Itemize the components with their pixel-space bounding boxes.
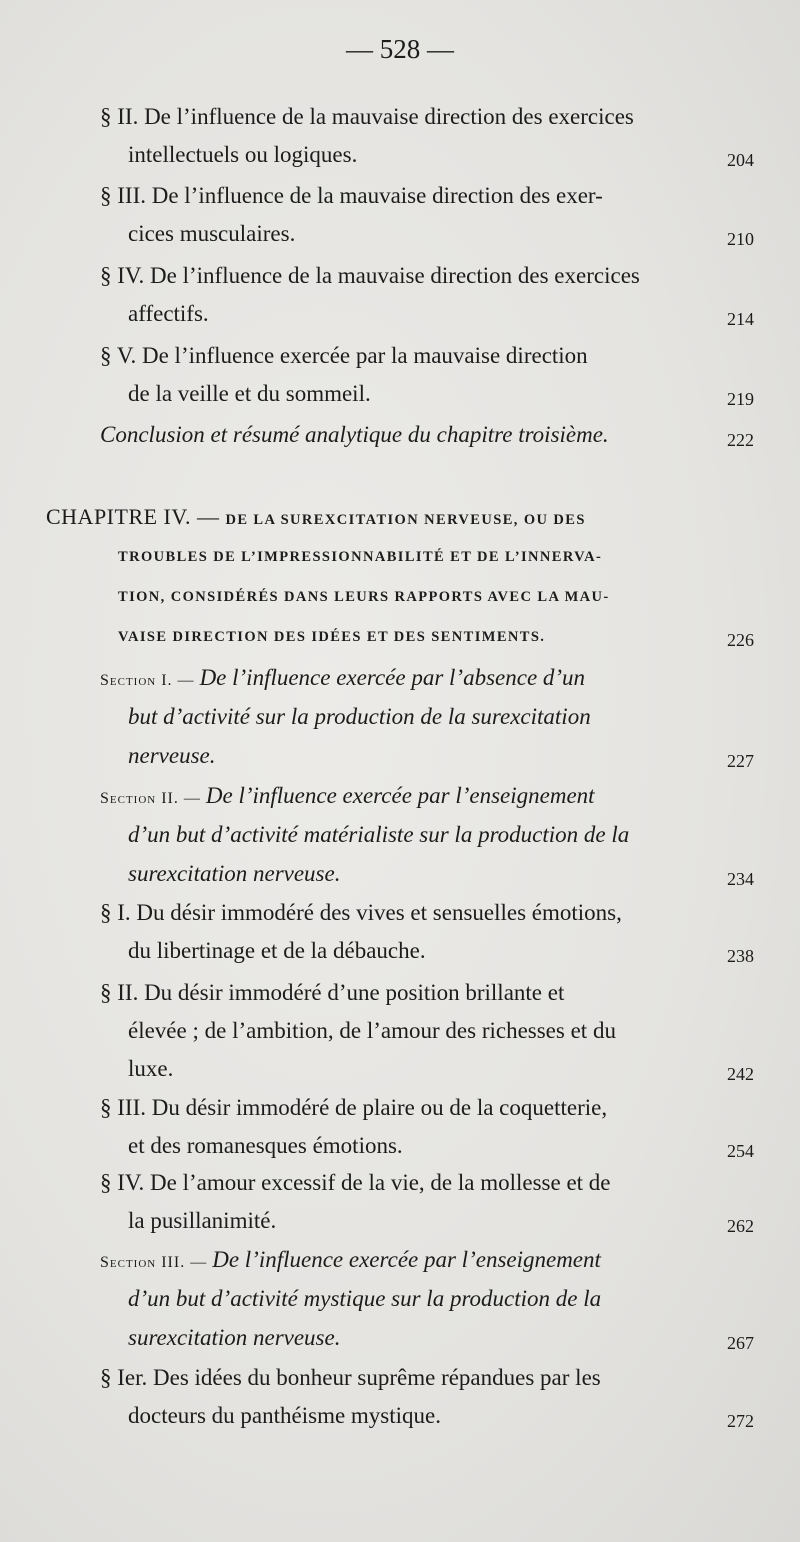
entry-line: § I. Du désir immodéré des vives et sensuelles émotions, [100, 900, 622, 925]
page-reference: 214 [727, 309, 754, 329]
page-reference: 222 [727, 430, 754, 450]
entry-line: de la veille et du sommeil. [128, 381, 371, 406]
entry-line: § IV. De l’influence de la mauvaise direction des exercices [100, 263, 640, 288]
page-reference: 254 [727, 1141, 754, 1161]
chapter-label: CHAPITRE IV. — [46, 504, 226, 529]
entry-line: § V. De l’influence exercée par la mauvaise direction [100, 343, 588, 368]
entry-line: et des romanesques émotions. [128, 1133, 403, 1158]
page-reference: 226 [727, 630, 754, 650]
page-reference: 234 [727, 869, 754, 889]
chapter-title-line: DE LA SUREXCITATION NERVEUSE, OU DES [225, 512, 586, 528]
entry-line: § II. Du désir immodéré d’une position brillante et [100, 980, 565, 1005]
entry-line: De l’influence exercée par l’absence d’un [199, 665, 586, 690]
page-reference: 227 [727, 751, 754, 771]
section-label: Section II. — [100, 790, 206, 807]
entry-line: docteurs du panthéisme mystique. [128, 1403, 441, 1428]
entry-line: surexcitation nerveuse. [128, 1325, 341, 1350]
entry-line: § Ier. Des idées du bonheur suprême répandues par les [100, 1365, 601, 1390]
chapter-title-line: VAISE DIRECTION DES IDÉES ET DES SENTIMENTS. [118, 629, 546, 645]
section-label: Section III. — [100, 1254, 213, 1271]
entry-line: d’un but d’activité mystique sur la production de la [128, 1286, 602, 1311]
entry-line: § III. De l’influence de la mauvaise direction des exer- [100, 183, 603, 208]
page-reference: 242 [727, 1064, 754, 1084]
entry-line: nerveuse. [128, 743, 216, 768]
entry-line: § III. Du désir immodéré de plaire ou de la coquetterie, [100, 1095, 608, 1120]
page-reference: 272 [727, 1411, 754, 1431]
entry-line: § IV. De l’amour excessif de la vie, de la mollesse et de [100, 1170, 611, 1195]
entry-line: De l’influence exercée par l’enseignement [205, 783, 595, 808]
section-label: Section I. — [100, 672, 200, 689]
entry-line: élevée ; de l’ambition, de l’amour des richesses et du [128, 1018, 616, 1043]
page-number: — 528 — [346, 34, 454, 64]
entry-line: la pusillanimité. [128, 1208, 277, 1233]
page-reference: 262 [727, 1216, 754, 1236]
entry-line: intellectuels ou logiques. [128, 142, 358, 167]
entry-line: affectifs. [128, 301, 209, 326]
entry-line: luxe. [128, 1056, 174, 1081]
entry-line: surexcitation nerveuse. [128, 861, 341, 886]
page-reference: 238 [727, 946, 754, 966]
page-reference: 210 [727, 229, 754, 249]
page-reference: 219 [727, 389, 754, 409]
page-reference: 267 [727, 1333, 754, 1353]
chapter-title-line: TROUBLES DE L’IMPRESSIONNABILITÉ ET DE L’INNERVA- [118, 549, 603, 565]
entry-line: du libertinage et de la débauche. [128, 938, 426, 963]
entry-line: Conclusion et résumé analytique du chapitre troisième. [100, 422, 609, 447]
entry-line: but d’activité sur la production de la surexcitation [128, 704, 591, 729]
page-reference: 204 [727, 150, 754, 170]
entry-line: De l’influence exercée par l’enseignement [212, 1247, 601, 1272]
entry-line: § II. De l’influence de la mauvaise direction des exercices [100, 104, 634, 129]
entry-line: d’un but d’activité matérialiste sur la production de la [128, 822, 630, 847]
entry-line: cices musculaires. [128, 221, 296, 246]
chapter-title-line: TION, CONSIDÉRÉS DANS LEURS RAPPORTS AVEC LA MAU- [118, 589, 610, 605]
